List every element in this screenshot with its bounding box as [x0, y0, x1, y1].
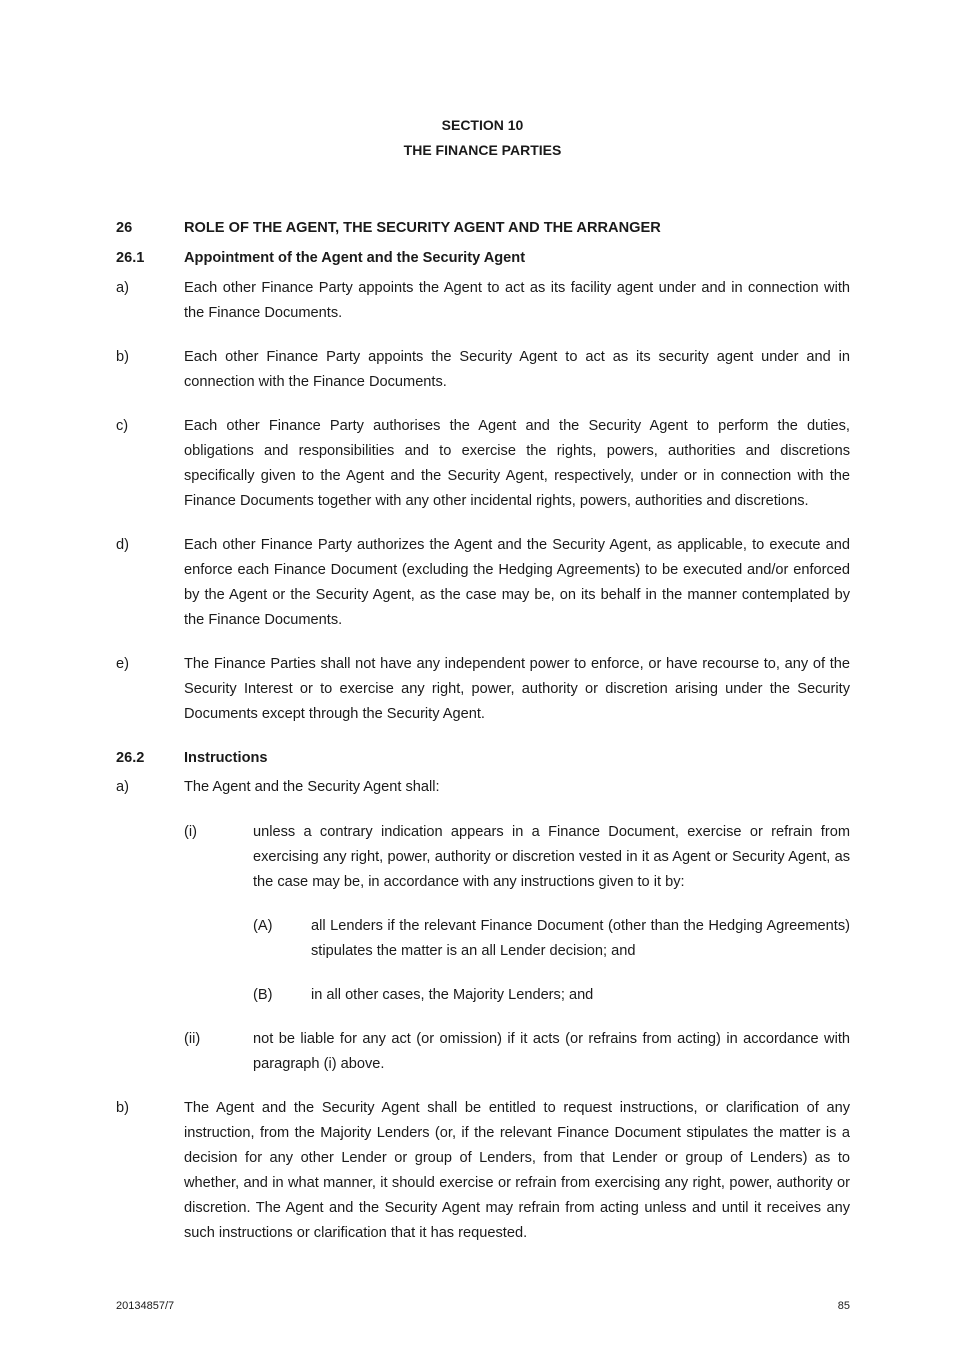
paragraph-label: b) — [116, 1100, 129, 1116]
subparagraph-text: not be liable for any act (or omission) if it acts (or refrains from acting) in accordance with paragraph (i) above. — [253, 1031, 850, 1072]
subparagraph-label: (i) — [184, 824, 197, 840]
subparagraph-label: (ii) — [184, 1031, 201, 1047]
subsubparagraph-text: in all other cases, the Majority Lenders; and — [311, 987, 594, 1003]
paragraph-text: The Agent and the Security Agent shall: — [184, 779, 440, 795]
paragraph-label: a) — [116, 779, 129, 795]
paragraph-label: b) — [116, 349, 129, 365]
clause-title: ROLE OF THE AGENT, THE SECURITY AGENT AND THE ARRANGER — [184, 220, 661, 236]
subparagraph-text: unless a contrary indication appears in a Finance Document, exercise or refrain from exercising any right, power, authority or discretion vested in it as Agent or Security Agent, as the case may be, in accordance with any instructions given to it by: — [253, 824, 850, 890]
clause-number: 26 — [116, 220, 133, 236]
subsubparagraph-text: all Lenders if the relevant Finance Document (other than the Hedging Agreements) stipulates the matter is an all Lender decision; and — [311, 918, 850, 959]
section-title: THE FINANCE PARTIES — [403, 142, 562, 158]
section-number: SECTION 10 — [441, 117, 524, 133]
subsubparagraph-label: (B) — [253, 987, 273, 1003]
paragraph-text: The Finance Parties shall not have any independent power to enforce, or have recourse to, any of the Security Interest or to exercise any right, power, authority or discretion arising under the Security Documents except through the Security Agent. — [184, 656, 850, 722]
paragraph-label: c) — [116, 418, 129, 434]
footer-doc-ref: 20134857/7 — [116, 1300, 175, 1312]
paragraph-text: Each other Finance Party appoints the Agent to act as its facility agent under and in connection with the Finance Documents. — [184, 280, 850, 321]
paragraph-text: Each other Finance Party authorizes the Agent and the Security Agent, as applicable, to execute and enforce each Finance Document (excluding the Hedging Agreements) to be executed and/or enforced by the Agent or the Security Agent, as the case may be, on its behalf in the manner contemplated by the Finance Documents. — [184, 537, 850, 628]
footer-page-number: 85 — [837, 1300, 850, 1312]
subclause-title: Appointment of the Agent and the Security Agent — [184, 250, 526, 266]
paragraph-text: The Agent and the Security Agent shall be entitled to request instructions, or clarification of any instruction, from the Majority Lenders (or, if the relevant Finance Document stipulates the matter is a decision for any other Lender or group of Lenders, from that Lender or group of Lenders) as to whether, and in what manner, it should exercise or refrain from exercising any right, power, authority or discretion. The Agent and the Security Agent may refrain from acting unless and until it receives any such instructions or clarification that it has requested. — [184, 1100, 850, 1241]
paragraph-label: a) — [116, 280, 129, 296]
paragraph-label: d) — [116, 537, 129, 553]
paragraph-text: Each other Finance Party authorises the Agent and the Security Agent to perform the duties, obligations and responsibilities and to exercise the rights, powers, authorities and discretions specifically given to the Agent and the Security Agent, respectively, under or in connection with the Finance Documents together with any other incidental rights, powers, authorities and discretions. — [184, 418, 850, 509]
subsubparagraph-label: (A) — [253, 918, 273, 934]
subclause-number: 26.1 — [116, 250, 145, 266]
subclause-title: Instructions — [184, 750, 268, 766]
paragraph-text: Each other Finance Party appoints the Security Agent to act as its security agent under and in connection with the Finance Documents. — [184, 349, 850, 390]
subclause-number: 26.2 — [116, 750, 145, 766]
paragraph-label: e) — [116, 656, 129, 672]
